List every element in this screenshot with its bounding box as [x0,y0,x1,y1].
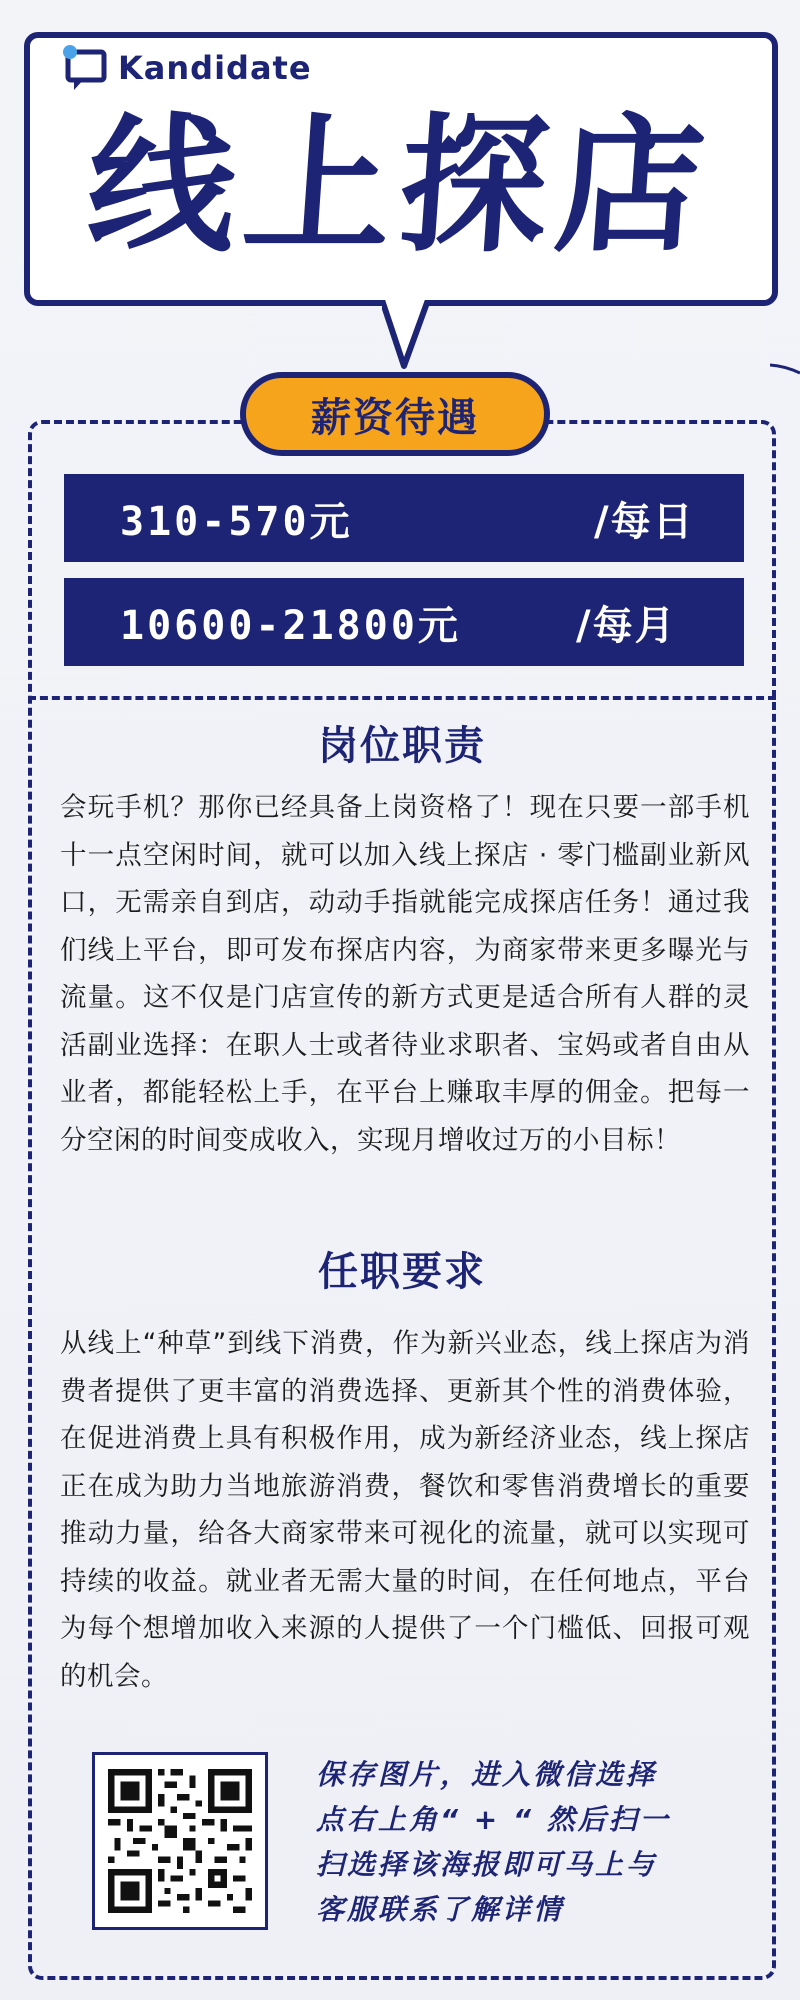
salary-label: 薪资待遇 [311,394,479,441]
daily-salary-unit: /每日 [594,498,695,545]
duties-text: 会玩手机？那你已经具备上岗资格了！现在只要一部手机十一点空闲时间，就可以加入线上探店 · 零门槛副业新风口，无需亲自到店，动动手指就能完成探店任务！通过我们线上平台，即可发布探店内容，为商家带来更多曝光与流量。这不仅是门店宣传的新方式更是适合所有人群的灵活副业选择：在职人士或者待业求职者、宝妈或者自由从业者，都能轻松上手，在平台上赚取丰厚的佣金。把每一分空闲的时间变成收入，实现月增收过万的小目标！ [60,792,750,1156]
chat-bubble-icon [62,44,110,92]
daily-salary-amount: 310-570元 [120,498,353,545]
brand-logo [62,44,312,92]
daily-salary-bar [64,474,744,562]
cta-line: 扫选择该海报即可马上与 [316,1848,658,1881]
duties-heading: 岗位职责 [318,723,486,769]
requirements-text: 从线上“种草”到线下消费，作为新兴业态，线上探店为消费者提供了更丰富的消费选择、更新其个性的消费体验，在促进消费上具有积极作用，成为新经济业态，线上探店正在成为助力当地旅游消费，餐饮和零售消费增长的重要推动力量，给各大商家带来可视化的流量，就可以实现可持续的收益。就业者无需大量的时间，在任何地点，平台为每个想增加收入来源的人提供了一个门槛低、回报可观的机会。 [60,1328,750,1692]
qr-code-graphic [102,1763,258,1919]
cta-instructions [316,1752,736,1932]
page-title: 线上探店 [81,100,719,272]
cta-line: 点右上角“ + “ 然后扫一 [316,1803,671,1836]
decorative-stroke [770,360,800,372]
section-divider [28,696,776,700]
brand-name: Kandidate [118,49,312,87]
cta-line: 保存图片，进入微信选择 [316,1758,658,1791]
monthly-salary-bar [64,578,744,666]
qr-code-icon[interactable] [92,1752,268,1930]
cta-line: 客服联系了解详情 [316,1893,565,1926]
monthly-salary-amount: 10600-21800元 [120,602,461,649]
salary-badge [240,372,550,456]
requirements-heading: 任职要求 [318,1249,486,1295]
monthly-salary-unit: /每月 [576,602,677,649]
